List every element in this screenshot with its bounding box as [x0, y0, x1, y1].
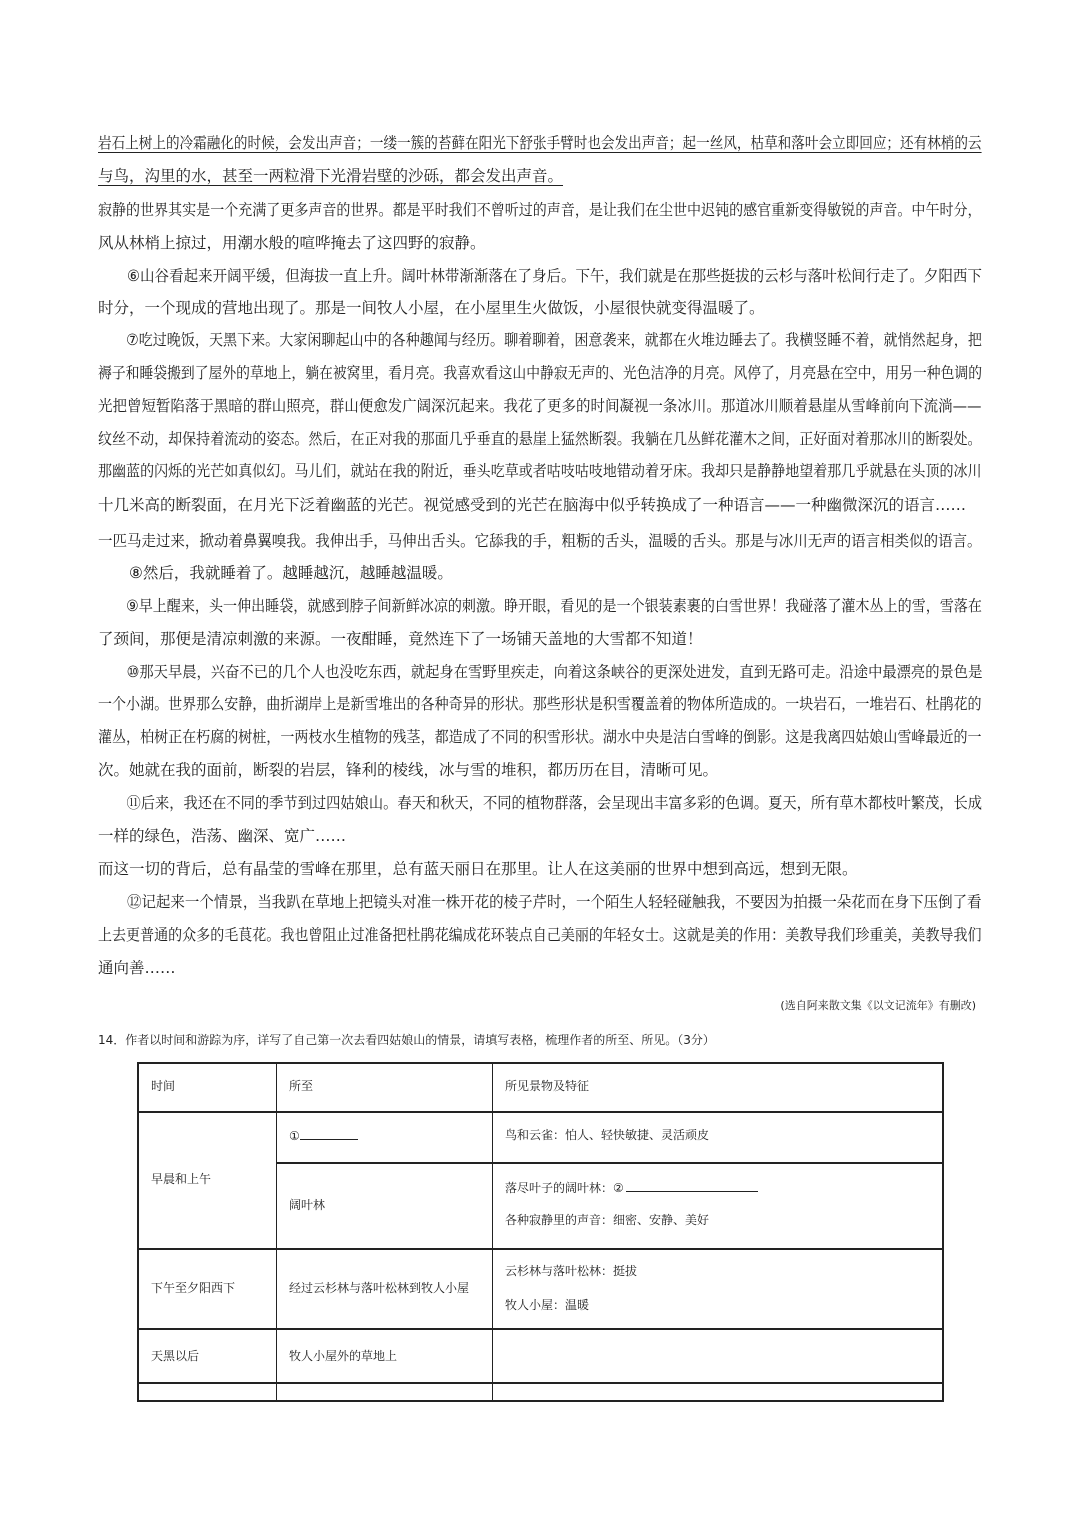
question-14: 14．作者以时间和游踪为序，详写了自己第一次去看四姑娘山的情景，请填写表格，梳理作者的所至、所见。（3分） [98, 1033, 715, 1047]
blank-1-label: ① [289, 1129, 300, 1143]
blank-2-label: 落尽叶子的阔叶林：② [505, 1181, 624, 1195]
table-rule [492, 1064, 493, 1402]
table-rule [139, 1111, 944, 1113]
row3-seen-answer-area[interactable] [505, 1348, 925, 1366]
passage-line: ⑪后来，我还在不同的季节到过四姑娘山。春天和秋天，不同的植物群落，会呈现出丰富多彩的色调。夏天，所有草木都枝叶繁茂，长成 [98, 794, 983, 812]
row3-place: 牧人小屋外的草地上 [289, 1349, 398, 1363]
passage-line: ⑩那天早晨，兴奋不已的几个人也没吃东西，就起身在雪野里疾走，向着这条峡谷的更深处进发，直到无路可走。沿途中最漂亮的景色是 [98, 663, 983, 681]
passage-line: 通向善…… [98, 959, 176, 977]
row1-seen-b2: 各种寂静里的声音：细密、安静、美好 [505, 1213, 710, 1227]
passage-line: 时分，一个现成的营地出现了。那是一间牧人小屋，在小屋里生火做饭，小屋很快就变得温暖了。 [98, 299, 765, 317]
passage-line: 岩石上树上的冷霜融化的时候，会发出声音；一缕一簇的苔藓在阳光下舒张手臂时也会发出声音；起一丝风，枯草和落叶会立即回应；还有林梢的云 [98, 134, 982, 152]
header-time: 时间 [151, 1079, 176, 1093]
source-citation: (选自阿来散文集《以文记流年》有删改) [780, 999, 976, 1012]
row1-place-a [289, 1127, 358, 1144]
row3-time: 天黑以后 [151, 1349, 200, 1363]
passage-line: ⑧然后，我就睡着了。越睡越沉，越睡越温暖。 [98, 564, 453, 582]
passage-line: 与鸟，沟里的水，甚至一两粒滑下光滑岩壁的沙砾，都会发出声音。 [98, 167, 564, 185]
passage-line: ⑫记起来一个情景，当我趴在草地上把镜头对准一株开花的棱子芹时，一个陌生人轻轻碰触我，不要因为拍摄一朵花而在身下压倒了看 [98, 893, 982, 911]
row2-place: 经过云杉林与落叶松林到牧人小屋 [289, 1281, 470, 1295]
passage-line: ⑥山谷看起来开阔平缓，但海拔一直上升。阔叶林带渐渐落在了身后。下午，我们就是在那些挺拔的云杉与落叶松间行走了。夕阳西下 [98, 267, 982, 285]
passage-line: ⑨早上醒来，头一伸出睡袋，就感到脖子间新鲜冰凉的刺激。睁开眼，看见的是一个银装素裹的白雪世界！我碰落了灌木丛上的雪，雪落在 [98, 597, 982, 615]
passage-line: 风从林梢上掠过，用潮水般的喧哗掩去了这四野的寂静。 [98, 234, 486, 252]
row1-time: 早晨和上午 [151, 1172, 212, 1186]
passage-line: 而这一切的背后，总有晶莹的雪峰在那里，总有蓝天丽日在那里。让人在这美丽的世界中想到高远，想到无限。 [98, 860, 858, 878]
row1-seen-b1 [505, 1179, 758, 1196]
passage-line: 上去更普通的众多的毛茛花。我也曾阻止过准备把杜鹃花编成花环装点自己美丽的年轻女士。这就是美的作用：美教导我们珍重美，美教导我们 [98, 926, 982, 944]
table-rule [139, 1328, 944, 1330]
blank-1-line[interactable] [300, 1127, 358, 1140]
passage-line: 褥子和睡袋搬到了屋外的草地上，躺在被窝里，看月亮。我喜欢看这山中静寂无声的、光色洁净的月亮。风停了，月亮悬在空中，用另一种色调的 [98, 364, 983, 382]
table-rule [139, 1382, 944, 1384]
passage-line: 了颈间，那便是清凉刺激的来源。一夜酣睡，竟然连下了一场铺天盖地的大雪都不知道！ [98, 630, 703, 648]
passage-line: 一匹马走过来，掀动着鼻翼嗅我。我伸出手，马伸出舌头。它舔我的手，粗粝的舌头，温暖的舌头。那是与冰川无声的语言相类似的语言。 [98, 532, 982, 550]
table-rule [276, 1162, 944, 1164]
passage-line: 灌丛，柏树正在朽腐的树桩，一两枝水生植物的残茎，都造成了不同的积雪形状。湖水中央是洁白雪峰的倒影。这是我离四姑娘山雪峰最近的一 [98, 728, 982, 746]
passage-line: 十几米高的断裂面，在月光下泛着幽蓝的光芒。视觉感受到的光芒在脑海中似乎转换成了一种语言——一种幽微深沉的语言…… [98, 496, 967, 514]
row1-place-b: 阔叶林 [289, 1198, 326, 1212]
passage-line: ⑦吃过晚饭，天黑下来。大家闲聊起山中的各种趣闻与经历。聊着聊着，困意袭来，就都在火堆边睡去了。我横竖睡不着，就悄然起身，把 [98, 331, 982, 349]
row2-time: 下午至夕阳西下 [151, 1281, 236, 1295]
passage-line: 纹丝不动，却保持着流动的姿态。然后，在正对我的那面几乎垂直的悬崖上猛然断裂。我躺在几丛鲜花灌木之间，正好面对着那冰川的断裂处。 [98, 430, 982, 448]
row2-seen-1: 云杉林与落叶松林：挺拔 [505, 1264, 638, 1278]
table-rule [139, 1248, 944, 1250]
table-rule [276, 1064, 277, 1402]
header-seen: 所见景物及特征 [505, 1079, 590, 1093]
blank-2-line[interactable] [626, 1179, 758, 1192]
passage-line: 那幽蓝的闪烁的光芒如真似幻。马儿们，就站在我的附近，垂头吃草或者咕吱咕吱地错动着牙床。我却只是静静地望着那几乎就悬在头顶的冰川 [98, 462, 982, 480]
passage-line: 一个小湖。世界那么安静，曲折湖岸上是新雪堆出的各种奇异的形状。那些形状是积雪覆盖着的物体所造成的。一块岩石，一堆岩石、杜鹃花的 [98, 695, 982, 713]
passage-line: 次。她就在我的面前，断裂的岩层，锋利的棱线，冰与雪的堆积，都历历在目，清晰可见。 [98, 761, 719, 779]
answer-table [137, 1062, 944, 1402]
passage-line: 一样的绿色，浩荡、幽深、宽广…… [98, 827, 347, 845]
row1-seen-a: 鸟和云雀：怕人、轻快敏捷、灵活顽皮 [505, 1128, 710, 1142]
passage-line: 光把曾短暂陷落于黑暗的群山照亮，群山便愈发广阔深沉起来。我花了更多的时间凝视一条冰川。那道冰川顺着悬崖从雪峰前向下流淌—— [98, 397, 982, 415]
passage-line: 寂静的世界其实是一个充满了更多声音的世界。都是平时我们不曾听过的声音，是让我们在尘世中迟钝的感官重新变得敏锐的声音。中午时分， [98, 201, 982, 219]
header-place: 所至 [289, 1079, 314, 1093]
row2-seen-2: 牧人小屋：温暖 [505, 1298, 590, 1312]
